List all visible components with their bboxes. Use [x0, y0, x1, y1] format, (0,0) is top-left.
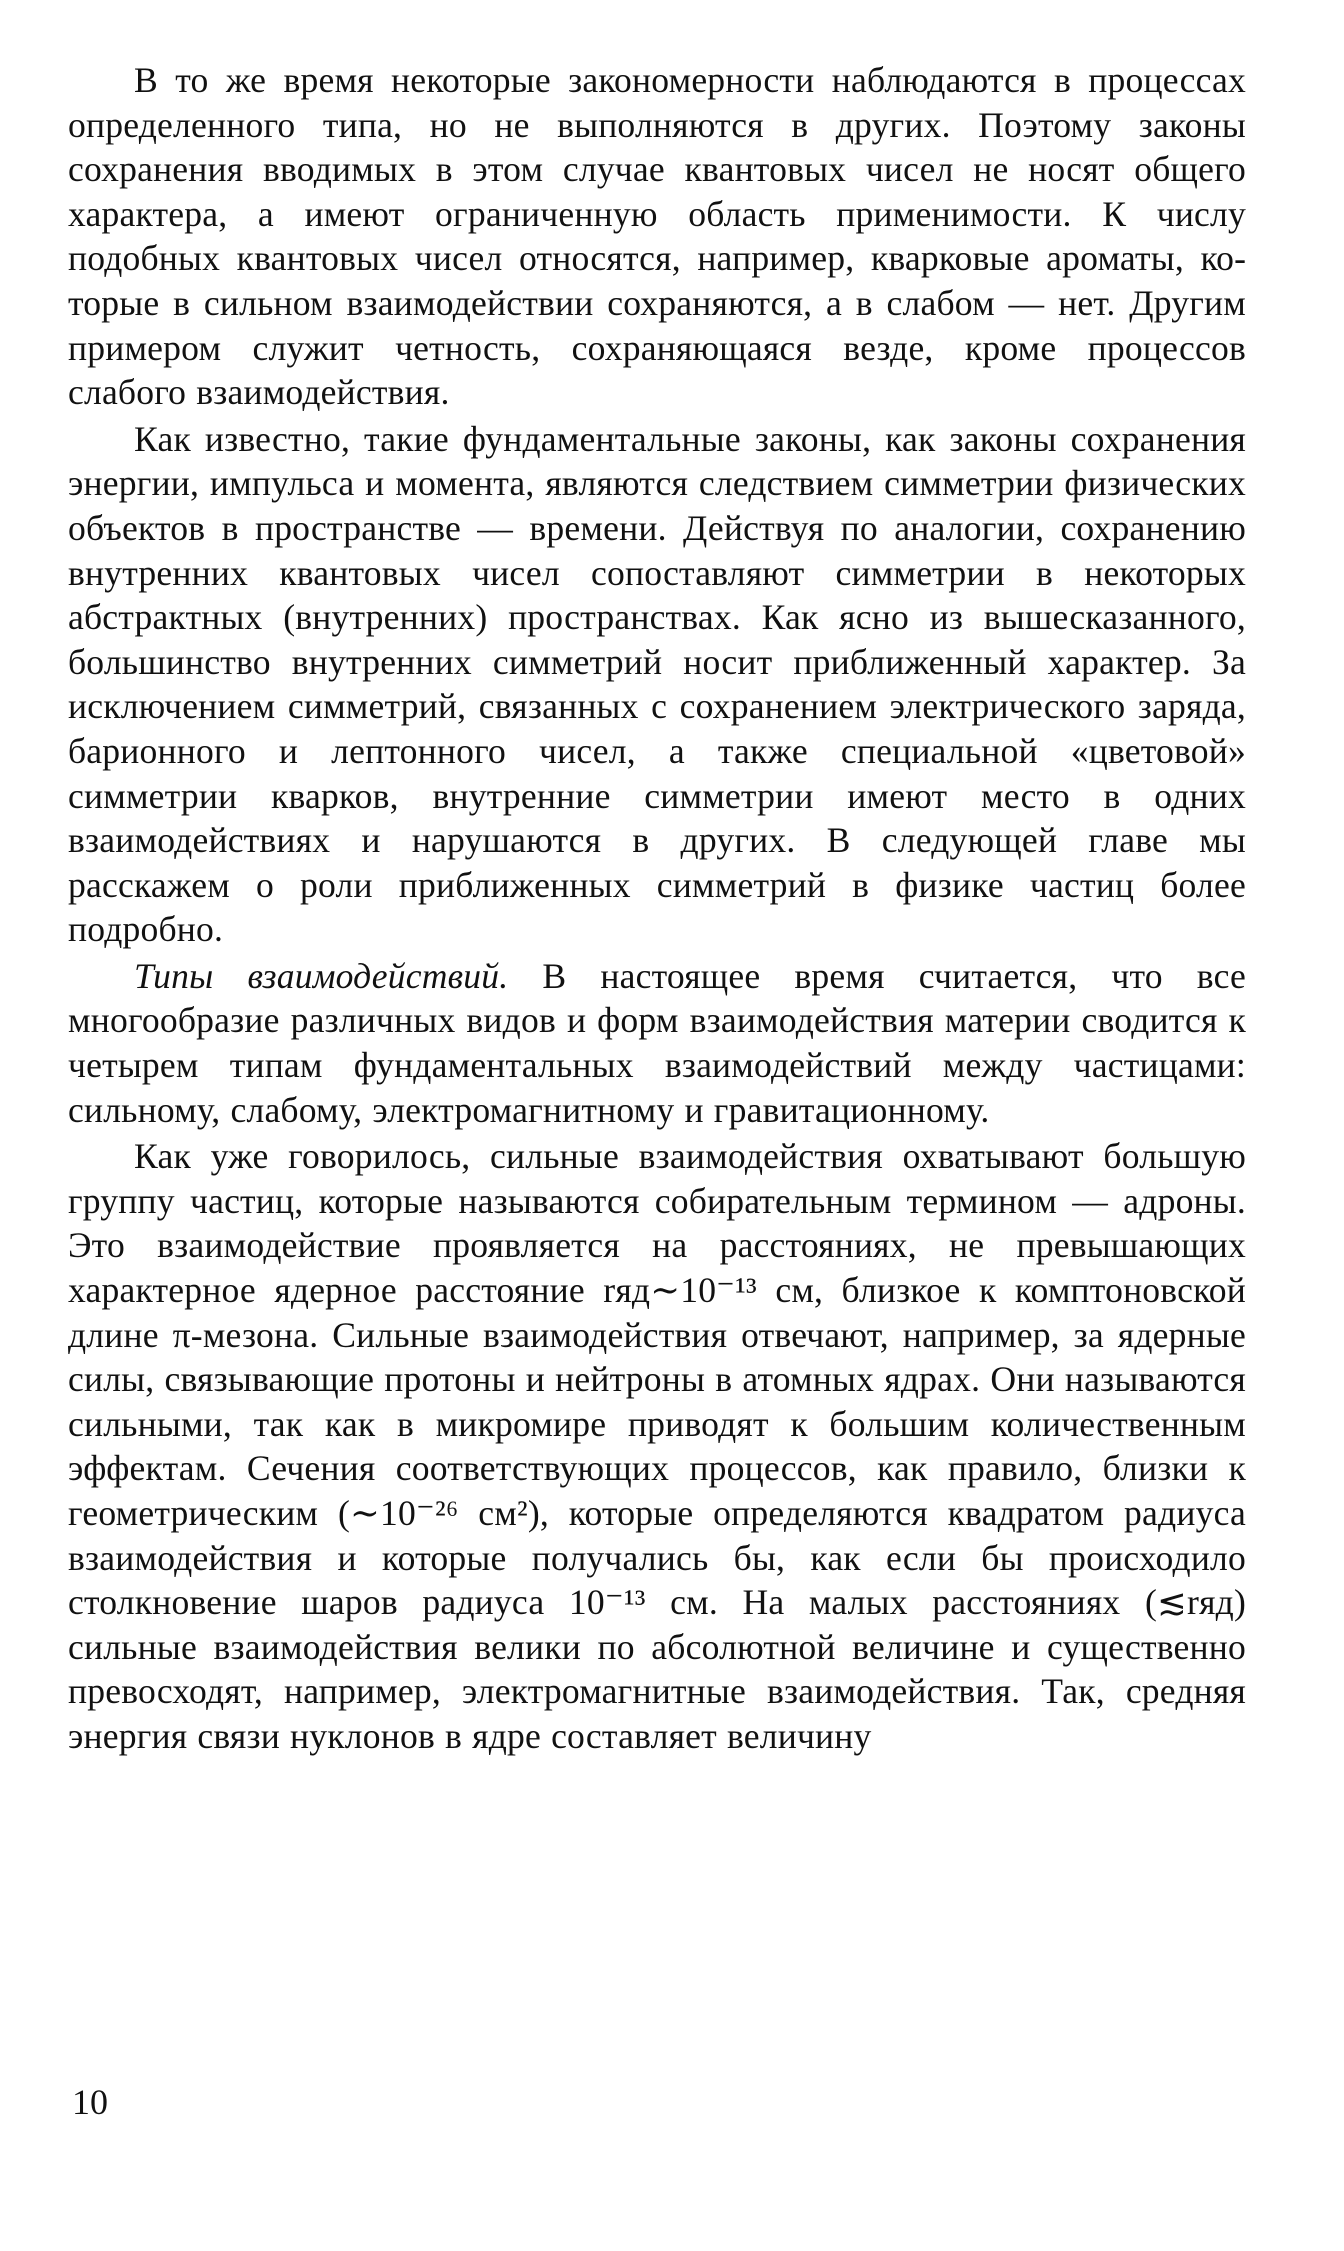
- paragraph-3: [68, 954, 1246, 1132]
- page-number: 10: [72, 2082, 108, 2122]
- paragraph-3-text: В настоящее время считается, что все многообразие различных видов и форм взаимодействия материи сводится к четырем типам фундаментальных взаимодействий между частицами: сильному, слабому, электромагнитному и гравитационному.: [68, 955, 1247, 1130]
- paragraph-3-lead: Типы взаимодействий.: [134, 955, 509, 996]
- paragraph-1-text: В то же время некоторые закономерности наблюдаются в процессах определенного типа, но не выполняются в других. Поэтому законы сохранения вводимых в этом случае квантовых чисел не носят общего характера, а имеют ограниченную область применимости. К числу подобных квантовых чисел относятся, например, кварковые ароматы, которые в сильном взаимодействии сохраняются, а в слабом — нет. Другим примером служит четность, сохраняющаяся везде, кроме процессов слабого взаимодействия.: [68, 60, 1246, 413]
- paragraph-2-text: Как известно, такие фундаментальные законы, как законы сохранения энергии, импульса и момента, являются следствием симметрии физических объектов в пространстве — времени. Действуя по аналогии, сохранению внутренних квантовых чисел сопоставляют симметрии в некоторых абстрактных (внутренних) пространствах. Как ясно из вышесказанного, большинство внутренних симметрий носит приближенный характер. За исключением симметрий, связанных с сохранением электрического заряда, барионного и лептонного чисел, а также специальной «цветовой» симметрии кварков, внутренние симметрии имеют место в одних взаимодействиях и нарушаются в других. В следующей главе мы расскажем о роли приближенных симметрий в физике частиц более подробно.: [68, 418, 1246, 950]
- paragraph-4-text: Как уже говорилось, сильные взаимодействия охватывают большую группу частиц, которые называются собирательным термином — адроны. Это взаимодействие проявляется на расстояниях, не превышающих характерное ядерное расстояние rяд∼10⁻¹³ см, близкое к комптоновской длине π-мезона. Сильные взаимодействия отвечают, например, за ядерные силы, связывающие протоны и нейтроны в атомных ядрах. Они называются сильными, так как в микромире приводят к большим количественным эффектам. Сечения соответствующих процессов, как правило, близки к геометрическим (∼10⁻²⁶ см²), которые определяются квадратом радиуса взаимодействия и которые получались бы, как если бы происходило столкновение шаров радиуса 10⁻¹³ см. На малых расстояниях (≲rяд) сильные взаимодействия велики по абсолютной величине и существенно превосходят, например, электромагнитные взаимодействия. Так, средняя энергия связи нуклонов в ядре составляет величину: [68, 1136, 1246, 1756]
- paragraph-1: [68, 58, 1246, 415]
- page-body: [68, 58, 1246, 1759]
- paragraph-4: [68, 1134, 1246, 1758]
- paragraph-2: [68, 417, 1246, 952]
